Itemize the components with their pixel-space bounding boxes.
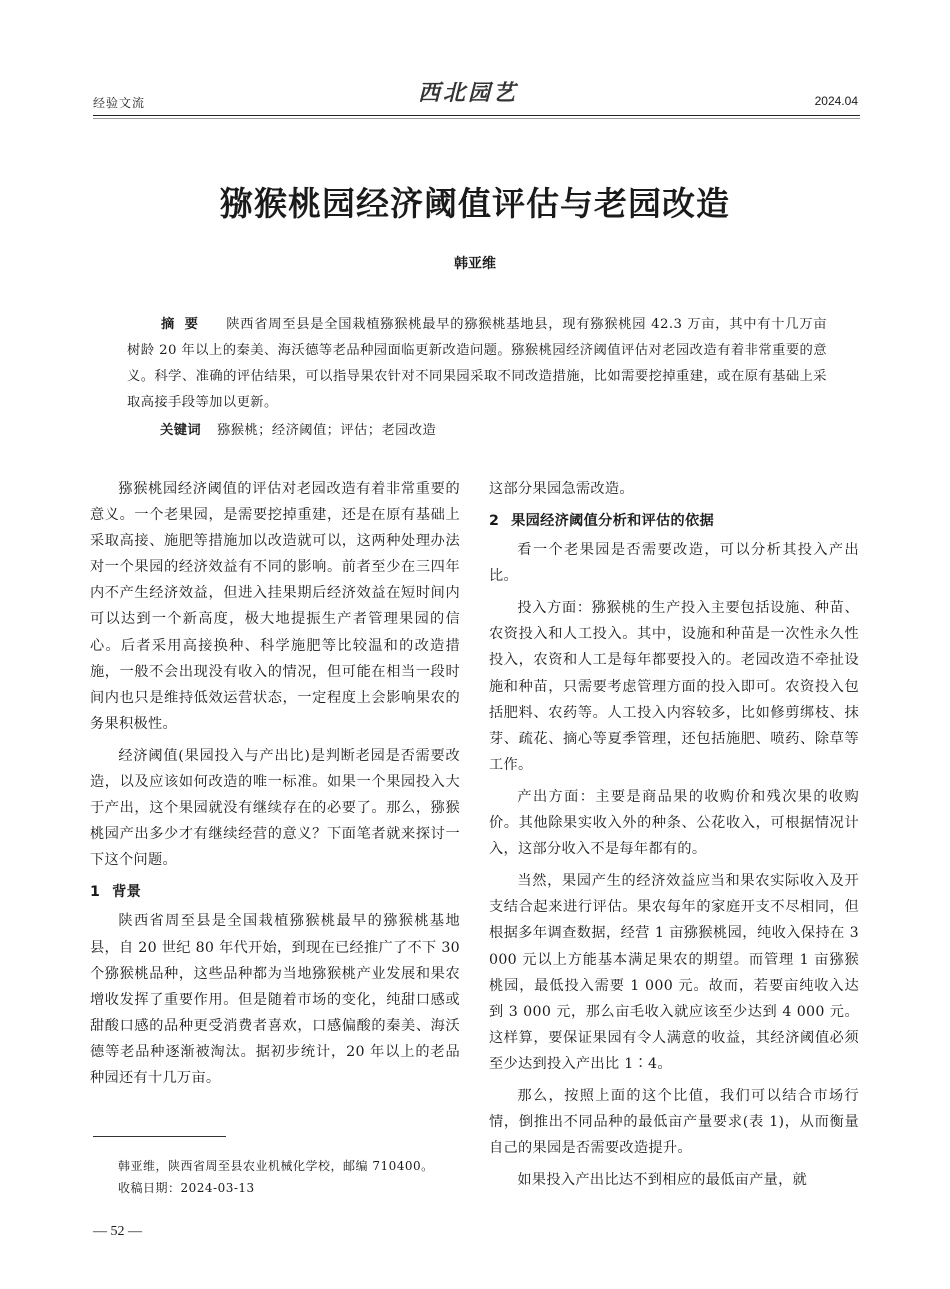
section-title: 背景 [112,884,142,901]
page-number: — 52 — [93,1224,142,1239]
section-heading-basis [489,508,859,534]
paragraph: 这部分果园急需改造。 [489,481,634,497]
paragraph: 投入方面：猕猴桃的生产投入主要包括设施、种苗、农资投入和人工投入。其中，设施和种苗是一次性永久性投入，农资和人工是每年都要投入的。老园改造不牵扯设施和种苗，只需要考虑管理方面的投入即可。农资投入包括肥料、农药等。人工投入内容较多，比如修剪绑枝、抹芽、疏花、摘心等夏季管理，还包括施肥、喷药、除草等工作。 [489,600,859,773]
paragraph: 那么，按照上面的这个比值，我们可以结合市场行情，倒推出不同品种的最低亩产量要求(表 1)，从而衡量自己的果园是否需要改造提升。 [489,1087,859,1157]
section-number: 2 [489,513,500,530]
paragraph: 看一个老果园是否需要改造，可以分析其投入产出比。 [489,542,859,585]
article-author: 韩亚维 [454,256,496,272]
abstract-label: 摘要 [161,317,209,332]
article-title: 猕猴桃园经济阈值评估与老园改造 [220,184,730,223]
paragraph: 产出方面：主要是商品果的收购价和残次果的收购价。其他除果实收入外的种条、公花收入，可根据情况计入，这部分收入不是每年都有的。 [489,788,859,858]
keywords [160,419,436,438]
keywords-text: 猕猴桃；经济阈值；评估；老园改造 [217,423,437,438]
footnote-rule [93,1136,226,1137]
paragraph: 经济阈值(果园投入与产出比)是判断老园是否需要改造，以及应该如何改造的唯一标准。如果一个果园投入大于产出，这个果园就没有继续存在的必要了。那么，猕猴桃园产出多少才有继续经营的意义？下面笔者就来探讨一下这个问题。 [90,747,460,869]
right-column [489,476,859,1199]
header-rule-thin [93,118,860,119]
left-column [90,476,460,1097]
abstract-text: 陕西省周至县是全国栽植猕猴桃最早的猕猴桃基地县，现有猕猴桃园 42.3 万亩，其中有十几万亩树龄 20 年以上的秦美、海沃德等老品种园面临更新改造问题。猕猴桃园经济阈值评估对老园改造有着非常重要的意义。科学、准确的评估结果，可以指导果农针对不同果园采取不同改造措施，比如需要挖掉重建，或在原有基础上采取高接手段等加以更新。 [127,317,827,410]
keywords-label: 关键词 [160,423,202,438]
footnote-author-info: 韩亚维，陕西省周至县农业机械化学校，邮编 710400。 [118,1159,434,1173]
running-header-section: 经验文流 [93,96,146,110]
paragraph: 猕猴桃园经济阈值的评估对老园改造有着非常重要的意义。一个老果园，是需要挖掉重建，还是在原有基础上采取高接、施肥等措施加以改造就可以，这两种处理办法对一个果园的经济效益有不同的影响。前者至少在三四年内不产生经济效益，但进入挂果期后经济效益在短时间内可以达到一个新高度，极大地提振生产者管理果园的信心。后者采用高接换种、科学施肥等比较温和的改造措施，一般不会出现没有收入的情况，但可能在相当一段时间内也只是维持低效运营状态，一定程度上会影响果农的务果积极性。 [90,481,460,732]
abstract [127,312,827,416]
section-title: 果园经济阈值分析和评估的依据 [511,513,714,530]
section-heading-background [90,879,460,905]
header-rule [93,115,860,116]
journal-logo: 西北园艺 [418,80,519,106]
footnote-received-date: 收稿日期：2024-03-13 [118,1181,255,1195]
paragraph: 陕西省周至县是全国栽植猕猴桃最早的猕猴桃基地县，自 20 世纪 80 年代开始，到现在已经推广了不下 30 个猕猴桃品种，这些品种都为当地猕猴桃产业发展和果农增收发挥了重要作用。但是随着市场的变化，纯甜口感或甜酸口感的品种更受消费者喜欢，口感偏酸的秦美、海沃德等老品种逐渐被淘汰。据初步统计，20 年以上的老品种园还有十几万亩。 [90,913,460,1086]
section-number: 1 [90,884,101,901]
issue-date: 2024.04 [814,94,858,108]
paragraph: 如果投入产出比达不到相应的最低亩产量，就 [517,1172,808,1189]
paragraph: 当然，果园产生的经济效益应当和果农实际收入及开支结合起来进行评估。果农每年的家庭开支不尽相同，但根据多年调查数据，经营 1 亩猕猴桃园，纯收入保持在 3 000 元以上方能基本满足果农的期望。而管理 1 亩猕猴桃园，最低投入需要 1 000 元。故而，若要亩纯收入达到 3 000 元，那么亩毛收入就应该至少达到 4 000 元。这样算，要保证果园有令人满意的收益，其经济阈值必须至少达到投入产出比 1∶4。 [489,873,859,1072]
